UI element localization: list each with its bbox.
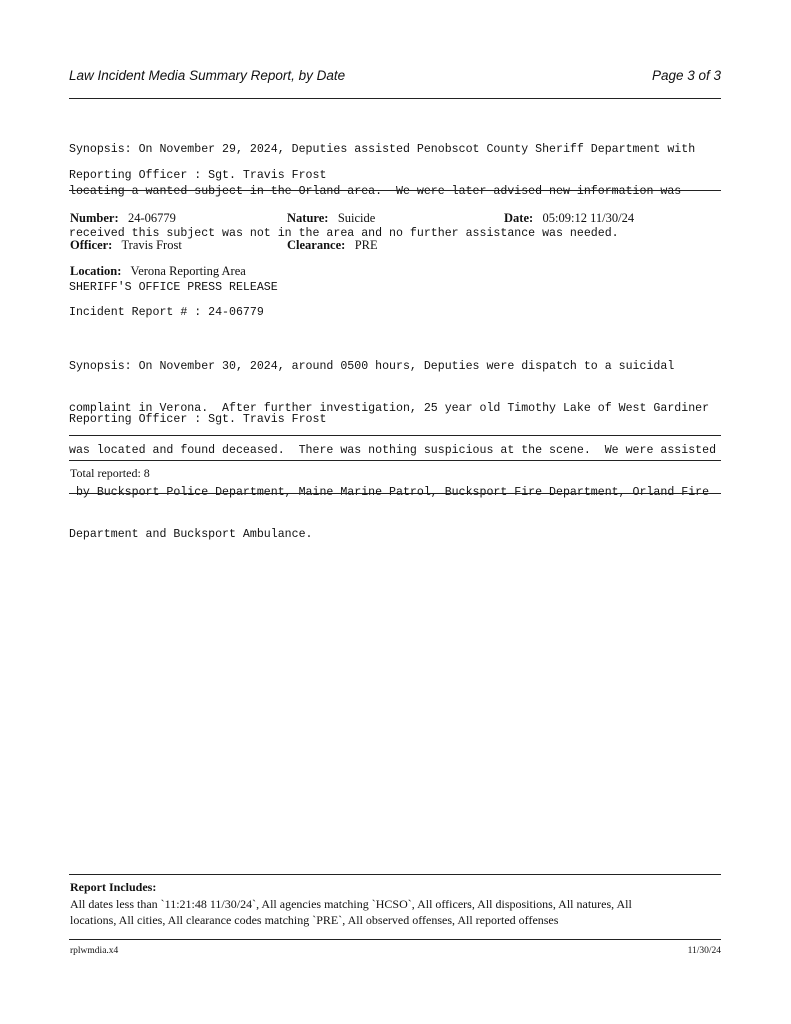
number-value: 24-06779 xyxy=(127,211,176,225)
location-label: Location: xyxy=(70,264,122,278)
clearance-field xyxy=(287,238,378,253)
total-top-divider xyxy=(69,460,721,461)
clearance-value: PRE xyxy=(354,238,378,252)
nature-label: Nature: xyxy=(287,211,329,225)
footer-divider xyxy=(69,939,721,940)
record-synopsis xyxy=(69,332,716,556)
date-field xyxy=(504,211,634,226)
record-divider xyxy=(69,190,721,191)
synopsis-line: Synopsis: On November 30, 2024, around 0500 hours, Deputies were dispatch to a suicidal xyxy=(69,360,675,373)
incident-report-number: Incident Report # : 24-06779 xyxy=(69,306,264,319)
report-title: Law Incident Media Summary Report, by Date xyxy=(69,68,346,83)
synopsis-line: by Bucksport Police Department, Maine Marine Patrol, Bucksport Fire Department, Orland Fire xyxy=(69,486,710,499)
number-label: Number: xyxy=(70,211,119,225)
synopsis-line: complaint in Verona. After further investigation, 25 year old Timothy Lake of West Gardiner xyxy=(69,402,710,415)
location-field xyxy=(70,264,246,279)
header-divider xyxy=(69,98,721,99)
prev-reporting-officer: Reporting Officer : Sgt. Travis Frost xyxy=(69,169,327,182)
report-id: rplwmdia.x4 xyxy=(70,946,119,956)
includes-top-divider xyxy=(69,874,721,875)
total-bottom-divider xyxy=(69,493,721,494)
press-release-heading: SHERIFF'S OFFICE PRESS RELEASE xyxy=(69,281,278,294)
synopsis-line: Department and Bucksport Ambulance. xyxy=(69,528,313,541)
prev-synopsis-line: received this subject was not in the area and no further assistance was needed. xyxy=(69,227,619,240)
report-includes-line: locations, All cities, All clearance codes matching `PRE`, All observed offenses, All reported offenses xyxy=(70,913,559,927)
date-label: Date: xyxy=(504,211,534,225)
nature-value: Suicide xyxy=(337,211,376,225)
officer-label: Officer: xyxy=(70,238,113,252)
page-number: Page 3 of 3 xyxy=(651,68,721,83)
prev-synopsis xyxy=(69,115,695,255)
location-value: Verona Reporting Area xyxy=(130,264,246,278)
officer-value: Travis Frost xyxy=(121,238,182,252)
clearance-label: Clearance: xyxy=(287,238,346,252)
synopsis-line: was located and found deceased. There was nothing suspicious at the scene. We were assisted xyxy=(69,444,717,457)
total-reported: Total reported: 8 xyxy=(70,466,150,480)
report-includes-line: All dates less than `11:21:48 11/30/24`, All agencies matching `HCSO`, All officers, All dispositions, All natures, All xyxy=(70,897,632,911)
number-field xyxy=(70,211,176,226)
footer-date: 11/30/24 xyxy=(687,946,721,956)
date-value: 05:09:12 11/30/24 xyxy=(542,211,635,225)
report-includes-heading: Report Includes: xyxy=(70,880,157,894)
officer-field xyxy=(70,238,182,253)
report-includes-text xyxy=(70,896,632,928)
prev-synopsis-line: locating a wanted subject in the Orland area. We were later advised new information was xyxy=(69,185,682,198)
record-end-divider xyxy=(69,435,721,436)
prev-synopsis-line: Synopsis: On November 29, 2024, Deputies assisted Penobscot County Sheriff Department with xyxy=(69,143,696,156)
reporting-officer: Reporting Officer : Sgt. Travis Frost xyxy=(69,413,327,426)
nature-field xyxy=(287,211,375,226)
